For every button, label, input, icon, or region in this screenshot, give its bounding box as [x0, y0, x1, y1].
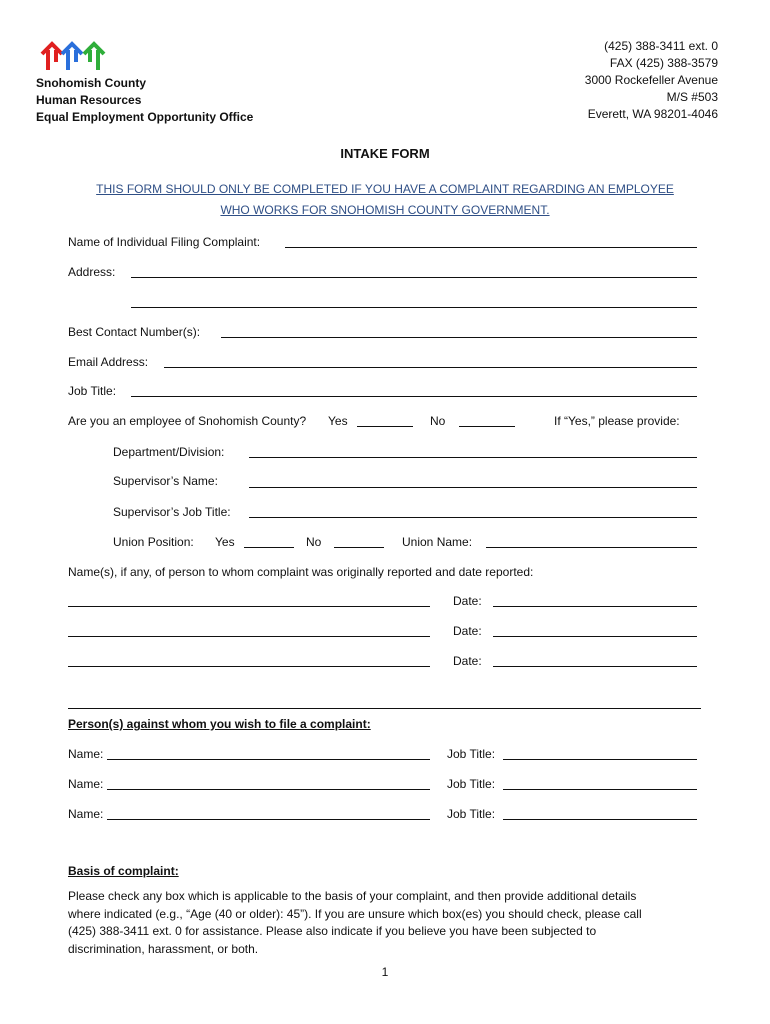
phone: (425) 388-3411 ext. 0: [604, 39, 718, 53]
against-name-label-1: Name:: [68, 747, 104, 761]
reported-date-field-2[interactable]: [493, 636, 697, 637]
basis-instructions: [68, 888, 708, 958]
org-line-eeo: Equal Employment Opportunity Office: [36, 110, 254, 124]
against-name-field-3[interactable]: [107, 819, 430, 820]
against-job-field-3[interactable]: [503, 819, 697, 820]
reported-date-field-1[interactable]: [493, 606, 697, 607]
basis-heading: Basis of complaint:: [68, 864, 179, 878]
city-state-zip: Everett, WA 98201-4046: [587, 107, 718, 121]
name-field[interactable]: [285, 247, 697, 248]
against-name-label-3: Name:: [68, 807, 104, 821]
union-name-field[interactable]: [486, 547, 697, 548]
reported-name-field-2[interactable]: [68, 636, 430, 637]
against-job-label-1: Job Title:: [447, 747, 496, 761]
email-field[interactable]: [164, 367, 697, 368]
against-name-label-2: Name:: [68, 777, 104, 791]
union-position-label: Union Position:: [113, 535, 194, 549]
fax: FAX (425) 388-3579: [609, 56, 718, 70]
reported-date-label-1: Date:: [453, 594, 482, 608]
logo-red-mark: [42, 44, 62, 70]
union-yes-label: Yes: [215, 535, 235, 549]
notice-line-2: WHO WORKS FOR SNOHOMISH COUNTY GOVERNMENT.: [220, 203, 550, 217]
union-yes-field[interactable]: [244, 547, 294, 548]
employee-no-field[interactable]: [459, 426, 515, 427]
reported-date-label-3: Date:: [453, 654, 482, 668]
job-title-label: Job Title:: [68, 384, 117, 398]
org-line-county: Snohomish County: [36, 76, 146, 90]
against-heading: Person(s) against whom you wish to file a complaint:: [68, 717, 371, 731]
org-name: [36, 75, 253, 126]
county-logo: [40, 40, 110, 74]
reported-name-field-3[interactable]: [68, 666, 430, 667]
notice-line-1: THIS FORM SHOULD ONLY BE COMPLETED IF YOU HAVE A COMPLAINT REGARDING AN EMPLOYEE: [96, 182, 674, 196]
employee-yes-label: Yes: [328, 414, 348, 428]
contact-number-label: Best Contact Number(s):: [68, 325, 201, 339]
against-job-field-2[interactable]: [503, 789, 697, 790]
notice: [0, 179, 770, 221]
reported-label: Name(s), if any, of person to whom complaint was originally reported and date reported:: [68, 565, 534, 579]
org-line-hr: Human Resources: [36, 93, 142, 107]
basis-line-1: Please check any box which is applicable to the basis of your complaint, and then provide additional details: [68, 889, 637, 903]
department-field[interactable]: [249, 457, 697, 458]
against-job-label-3: Job Title:: [447, 807, 496, 821]
against-job-field-1[interactable]: [503, 759, 697, 760]
employee-yes-field[interactable]: [357, 426, 413, 427]
supervisor-name-field[interactable]: [249, 487, 697, 488]
page-title: INTAKE FORM: [340, 146, 430, 161]
job-title-field[interactable]: [131, 396, 697, 397]
section-divider: [68, 708, 701, 709]
contact-number-field[interactable]: [221, 337, 697, 338]
employee-no-label: No: [430, 414, 446, 428]
if-yes-label: If “Yes,” please provide:: [554, 414, 680, 428]
union-no-field[interactable]: [334, 547, 384, 548]
street: 3000 Rockefeller Avenue: [584, 73, 718, 87]
logo-green-mark: [84, 44, 104, 70]
reported-name-field-1[interactable]: [68, 606, 430, 607]
against-job-label-2: Job Title:: [447, 777, 496, 791]
basis-line-3: (425) 388-3411 ext. 0 for assistance. Please also indicate if you believe you have been subjected to: [68, 924, 597, 938]
employee-question: Are you an employee of Snohomish County?: [68, 414, 307, 428]
basis-line-4: discrimination, harassment, or both.: [68, 941, 259, 956]
union-no-label: No: [306, 535, 322, 549]
basis-line-2: where indicated (e.g., “Age (40 or older): 45”). If you are unsure which box(es) you should check, please call: [68, 906, 642, 921]
page-number: 1: [381, 965, 389, 979]
supervisor-name-label: Supervisor’s Name:: [113, 474, 218, 488]
against-name-field-2[interactable]: [107, 789, 430, 790]
email-label: Email Address:: [68, 355, 149, 369]
reported-date-field-3[interactable]: [493, 666, 697, 667]
mail-stop: M/S #503: [666, 90, 718, 104]
against-name-field-1[interactable]: [107, 759, 430, 760]
contact-block: [585, 38, 718, 123]
name-label: Name of Individual Filing Complaint:: [68, 235, 261, 249]
reported-date-label-2: Date:: [453, 624, 482, 638]
logo-blue-mark: [62, 44, 82, 70]
supervisor-job-field[interactable]: [249, 517, 697, 518]
address-label: Address:: [68, 265, 116, 279]
department-label: Department/Division:: [113, 445, 225, 459]
union-name-label: Union Name:: [402, 535, 473, 549]
supervisor-job-label: Supervisor’s Job Title:: [113, 505, 231, 519]
address-field-1[interactable]: [131, 277, 697, 278]
address-field-2[interactable]: [131, 307, 697, 308]
